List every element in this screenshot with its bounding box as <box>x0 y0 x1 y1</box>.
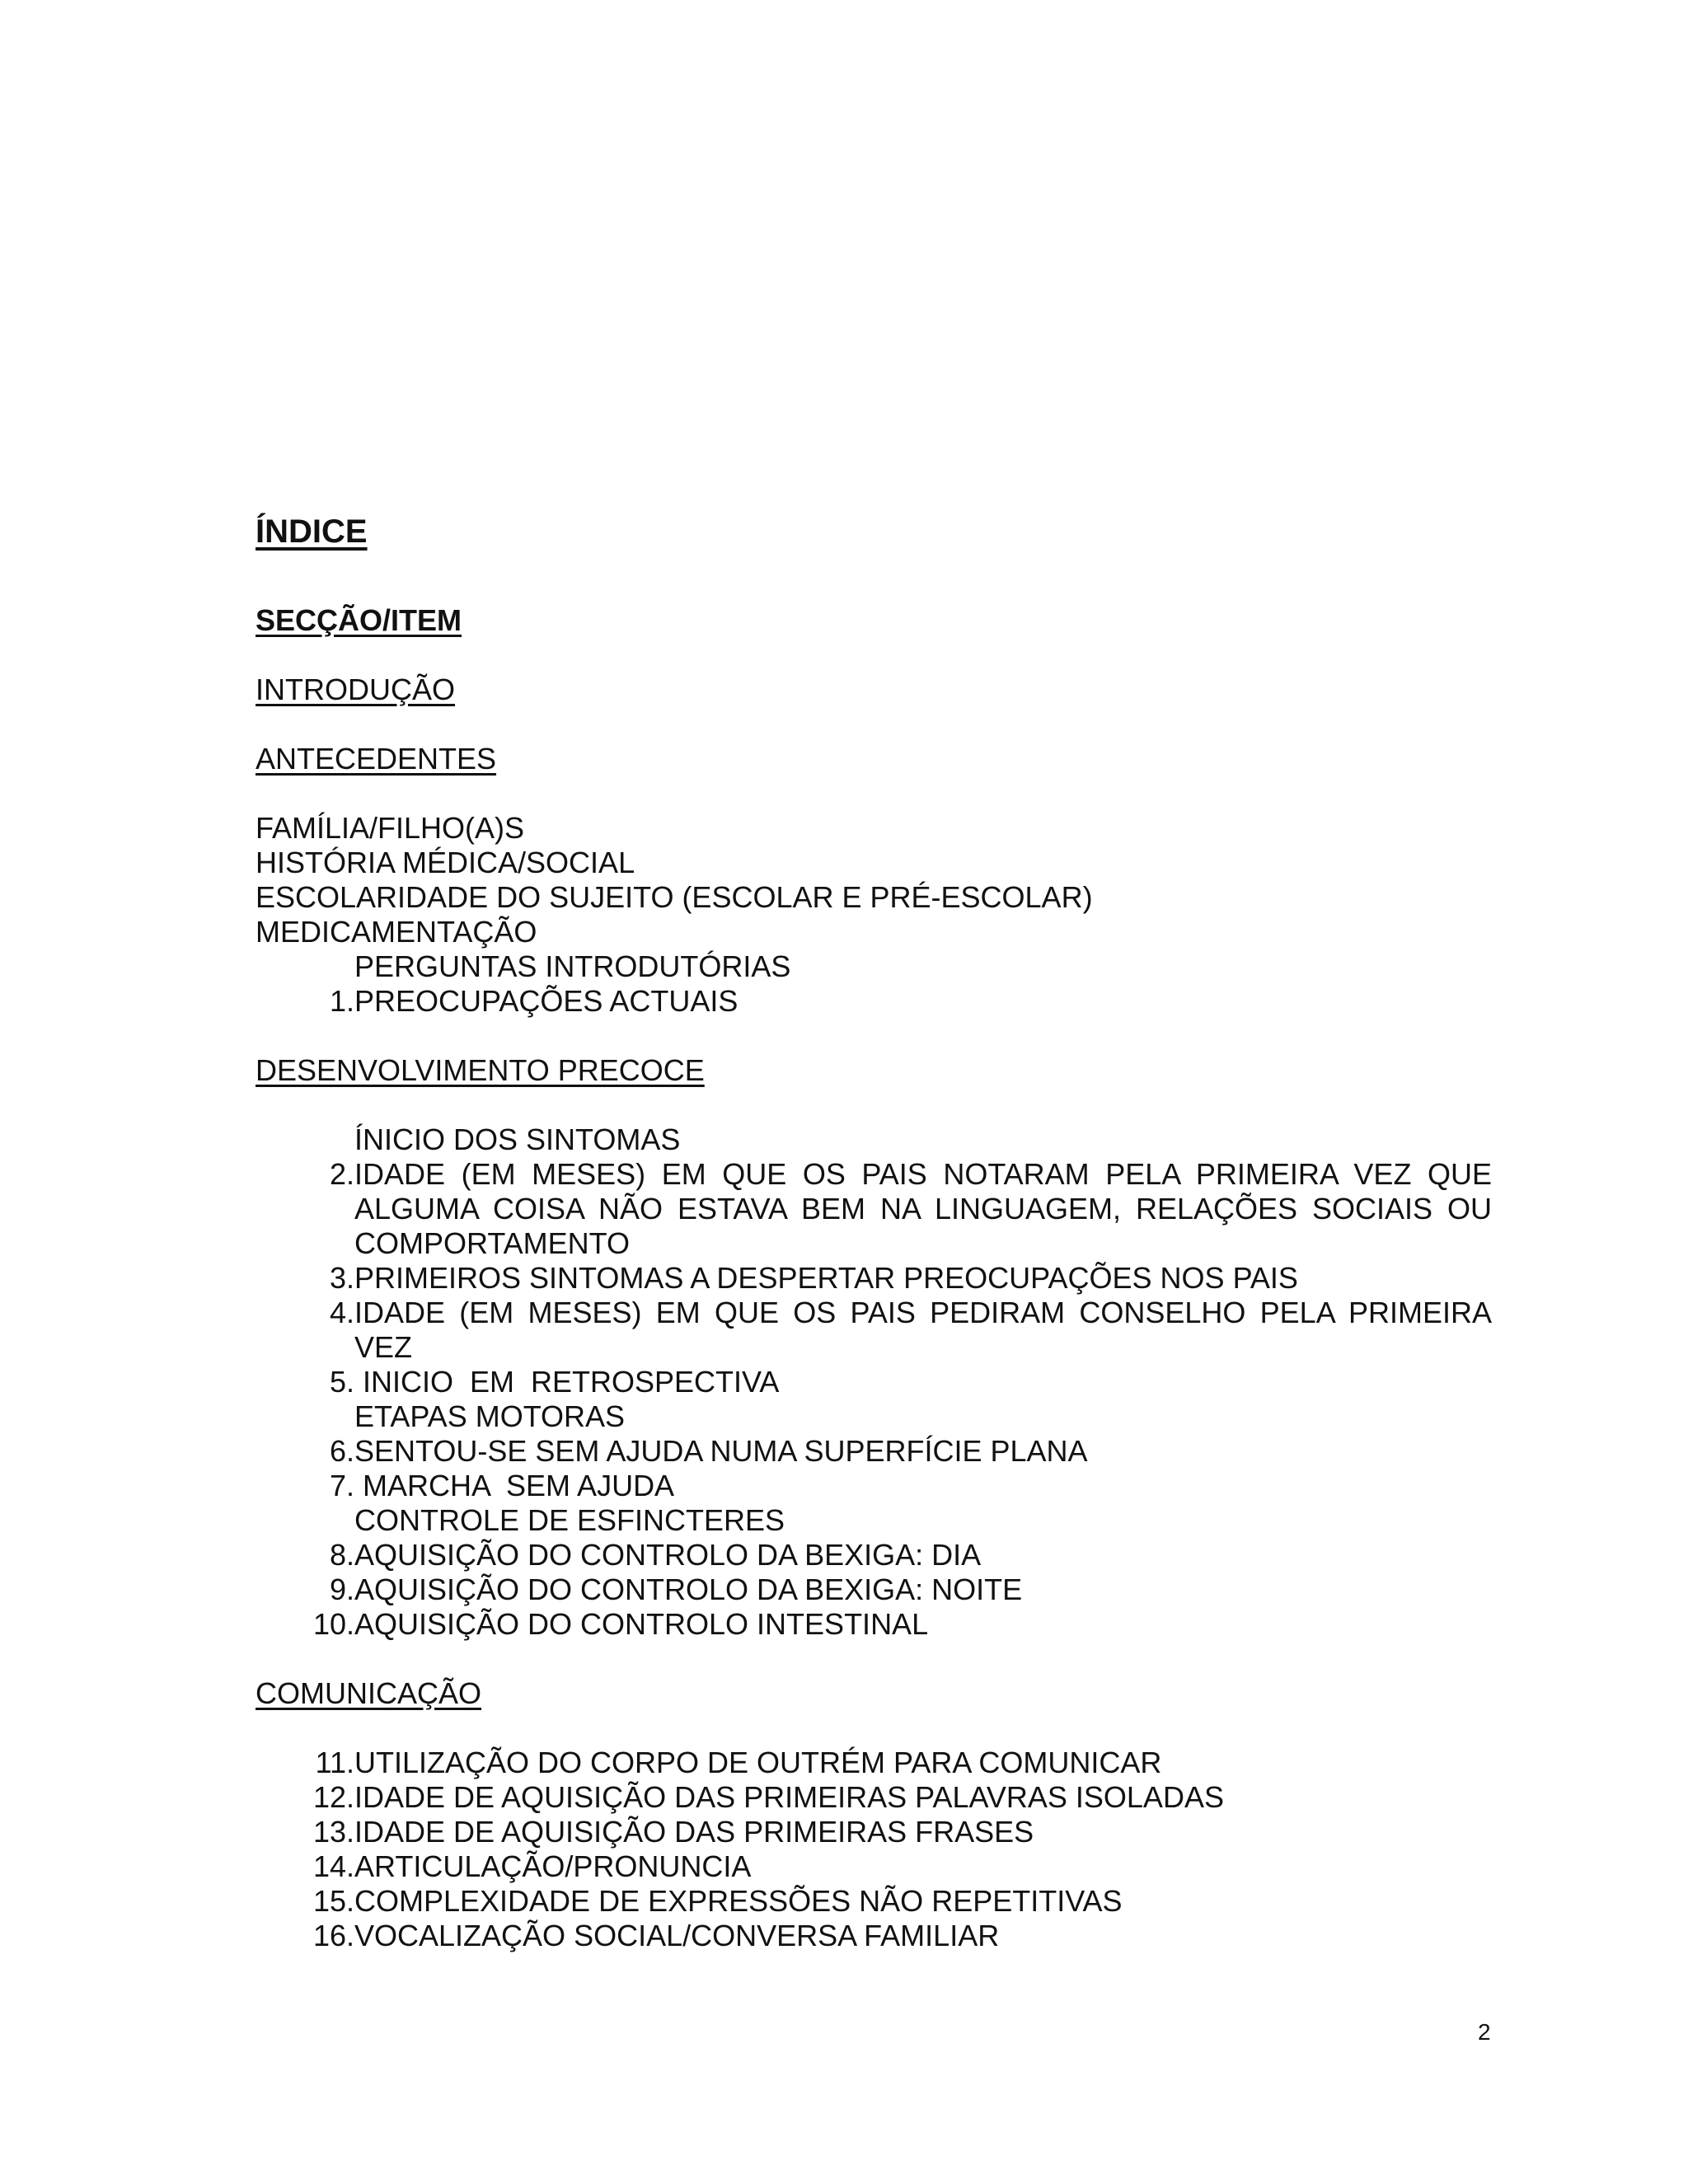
list-item <box>256 1157 1492 1261</box>
antecedentes-item: MEDICAMENTAÇÃO <box>256 915 537 949</box>
list-item <box>256 1884 1492 1919</box>
spacer <box>256 776 1492 811</box>
item-text: AQUISIÇÃO DO CONTROLO DA BEXIGA: DIA <box>354 1538 982 1572</box>
item-number: 12. <box>312 1780 354 1814</box>
subheading-etapas: ETAPAS MOTORAS <box>354 1399 626 1433</box>
list-item <box>256 1919 1492 1953</box>
item-text: IDADE (EM MESES) EM QUE OS PAIS NOTARAM PELA PRIMEIRA VEZ QUE ALGUMA COISA NÃO ESTAVA BEM NA LINGUAGEM, RELAÇÕES SOCIAIS OU COMPORTAMENTO <box>354 1157 1492 1260</box>
item-number: 4. <box>329 1296 354 1329</box>
spacer <box>256 1088 1492 1122</box>
item-number: 1. <box>329 984 354 1018</box>
item-text: INICIO EM RETROSPECTIVA <box>354 1365 780 1399</box>
antecedentes-item: HISTÓRIA MÉDICA/SOCIAL <box>256 846 635 879</box>
item-number: 7. <box>329 1469 354 1502</box>
antecedentes-item: ESCOLARIDADE DO SUJEITO (ESCOLAR E PRÉ-ESCOLAR) <box>256 880 1093 914</box>
index-title: ÍNDICE <box>256 513 368 550</box>
item-number: 13. <box>312 1815 354 1849</box>
item-text: IDADE (EM MESES) EM QUE OS PAIS PEDIRAM CONSELHO PELA PRIMEIRA VEZ <box>354 1296 1492 1364</box>
heading-introducao: INTRODUÇÃO <box>256 673 455 706</box>
document-page <box>256 511 1492 1953</box>
spacer <box>256 1642 1492 1676</box>
spacer <box>256 1711 1492 1746</box>
item-number: 14. <box>312 1849 354 1883</box>
heading-comunicacao: COMUNICAÇÃO <box>256 1676 482 1710</box>
spacer <box>256 1019 1492 1053</box>
list-item <box>256 984 1492 1019</box>
item-text: SENTOU-SE SEM AJUDA NUMA SUPERFÍCIE PLANA <box>354 1434 1088 1468</box>
list-item <box>256 1815 1492 1849</box>
item-number: 11. <box>315 1746 354 1779</box>
item-text: COMPLEXIDADE DE EXPRESSÕES NÃO REPETITIVAS <box>354 1884 1123 1918</box>
item-text: AQUISIÇÃO DO CONTROLO DA BEXIGA: NOITE <box>354 1572 1023 1606</box>
list-item <box>256 1365 1492 1399</box>
heading-desenvolvimento: DESENVOLVIMENTO PRECOCE <box>256 1053 705 1087</box>
item-text: VOCALIZAÇÃO SOCIAL/CONVERSA FAMILIAR <box>354 1919 1000 1952</box>
list-item <box>256 1296 1492 1365</box>
item-number: 15. <box>312 1884 354 1918</box>
list-item <box>256 1849 1492 1884</box>
page-number: 2 <box>1478 2019 1491 2045</box>
item-text: IDADE DE AQUISIÇÃO DAS PRIMEIRAS FRASES <box>354 1815 1034 1849</box>
heading-antecedentes: ANTECEDENTES <box>256 742 497 776</box>
list-item <box>256 1780 1492 1815</box>
list-item <box>256 1607 1492 1642</box>
antecedentes-item: FAMÍLIA/FILHO(A)S <box>256 811 525 845</box>
item-number: 10. <box>312 1607 354 1641</box>
list-item <box>256 1469 1492 1503</box>
item-number: 8. <box>329 1538 354 1572</box>
item-number: 9. <box>329 1572 354 1606</box>
list-item <box>256 1434 1492 1469</box>
subheading-perguntas: PERGUNTAS INTRODUTÓRIAS <box>354 949 791 983</box>
spacer <box>256 707 1492 742</box>
item-text: IDADE DE AQUISIÇÃO DAS PRIMEIRAS PALAVRAS ISOLADAS <box>354 1780 1224 1814</box>
list-item <box>256 1261 1492 1296</box>
item-text: UTILIZAÇÃO DO CORPO DE OUTRÉM PARA COMUNICAR <box>354 1746 1162 1779</box>
item-number: 2. <box>329 1157 354 1191</box>
item-text: PRIMEIROS SINTOMAS A DESPERTAR PREOCUPAÇÕES NOS PAIS <box>354 1261 1298 1295</box>
item-number: 6. <box>329 1434 354 1468</box>
item-number: 5. <box>329 1365 354 1399</box>
section-item-heading: SECÇÃO/ITEM <box>256 603 462 637</box>
item-text: ARTICULAÇÃO/PRONUNCIA <box>354 1849 752 1883</box>
item-text: AQUISIÇÃO DO CONTROLO INTESTINAL <box>354 1607 929 1641</box>
item-text: MARCHA SEM AJUDA <box>354 1469 675 1502</box>
list-item <box>256 1746 1492 1780</box>
item-number: 3. <box>329 1261 354 1295</box>
item-text: PREOCUPAÇÕES ACTUAIS <box>354 984 738 1018</box>
item-number: 16. <box>312 1919 354 1952</box>
subheading-inicio: ÍNICIO DOS SINTOMAS <box>354 1122 681 1156</box>
list-item <box>256 1572 1492 1607</box>
subheading-controle: CONTROLE DE ESFINCTERES <box>354 1503 785 1537</box>
list-item <box>256 1538 1492 1572</box>
